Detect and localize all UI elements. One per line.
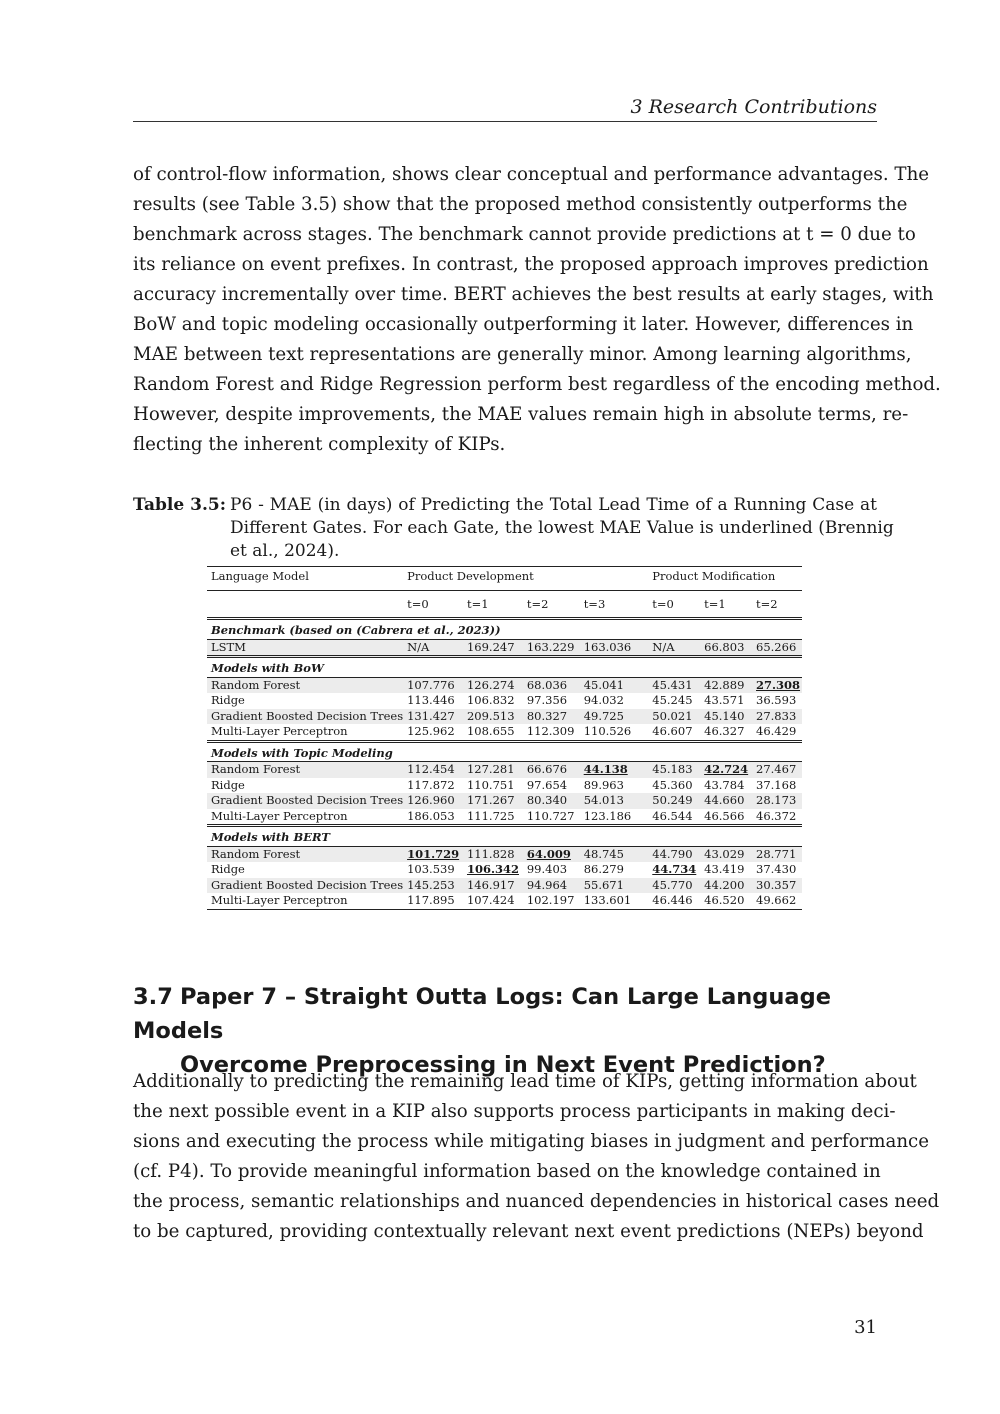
table-caption bbox=[133, 494, 894, 563]
table-cell bbox=[637, 878, 649, 894]
page-number: 31 bbox=[854, 1317, 877, 1338]
text-line: accuracy incrementally over time. BERT achieves the best results at early stages, with bbox=[133, 284, 934, 305]
table-cell: Random Forest bbox=[207, 846, 403, 862]
table-cell: 37.430 bbox=[756, 862, 797, 876]
table-cell: Gradient Boosted Decision Trees bbox=[207, 709, 403, 725]
table-cell: 103.539 bbox=[407, 862, 455, 876]
table-cell: 43.571 bbox=[704, 693, 745, 707]
intro-paragraph bbox=[133, 160, 941, 460]
table-cell: Gradient Boosted Decision Trees bbox=[207, 793, 403, 809]
table-group-row bbox=[207, 826, 802, 847]
section-title-line1: Paper 7 – Straight Outta Logs: Can Large Language Models bbox=[133, 984, 831, 1044]
table-cell: Models with BoW bbox=[207, 657, 802, 678]
text-line: its reliance on event prefixes. In contrast, the proposed approach improves prediction bbox=[133, 254, 929, 275]
table-cell: 97.654 bbox=[526, 777, 568, 792]
table-cell: 113.446 bbox=[407, 693, 455, 707]
table-cell: 163.229 bbox=[523, 639, 580, 657]
table-cell: 46.372 bbox=[756, 808, 797, 823]
table-cell: 42.889 bbox=[700, 677, 752, 693]
table-cell: 169.247 bbox=[463, 639, 523, 657]
table-cell bbox=[637, 677, 649, 693]
table-cell: 89.963 bbox=[583, 777, 624, 792]
table-cell: 44.790 bbox=[648, 846, 700, 862]
table-cell: Ridge bbox=[211, 862, 245, 876]
table-cell: 28.771 bbox=[752, 846, 802, 862]
table-cell: 44.138 bbox=[580, 762, 637, 778]
text-line: Random Forest and Ridge Regression perform best regardless of the encoding method. bbox=[133, 374, 941, 395]
table-cell: 65.266 bbox=[752, 639, 802, 657]
table-cell: 45.183 bbox=[648, 762, 700, 778]
table-cell: 45.431 bbox=[648, 677, 700, 693]
table-cell: 117.872 bbox=[407, 777, 455, 792]
table-cell: 43.419 bbox=[704, 862, 745, 876]
text-line: results (see Table 3.5) show that the proposed method consistently outperforms the bbox=[133, 194, 908, 215]
table-cell: 46.520 bbox=[700, 893, 752, 909]
table-cell: t=0 bbox=[403, 590, 463, 619]
table-cell: Multi-Layer Perceptron bbox=[211, 808, 348, 823]
table-cell: 127.281 bbox=[463, 762, 523, 778]
text-line: Different Gates. For each Gate, the lowest MAE Value is underlined (Brennig bbox=[230, 518, 894, 538]
table-cell: 27.833 bbox=[752, 709, 802, 725]
table-cell: 46.544 bbox=[652, 808, 693, 823]
table-row bbox=[207, 693, 802, 709]
table-row bbox=[207, 878, 802, 894]
table-cell: 145.253 bbox=[403, 878, 463, 894]
table-group-row bbox=[207, 657, 802, 678]
table-cell: 44.660 bbox=[700, 793, 752, 809]
table-cell: 110.727 bbox=[526, 808, 575, 823]
text-line: sions and executing the process while mitigating biases in judgment and performance bbox=[133, 1131, 929, 1152]
table-cell: t=1 bbox=[463, 590, 523, 619]
table-group-row bbox=[207, 741, 802, 762]
table-cell: 108.655 bbox=[466, 724, 515, 738]
table-cell: 94.032 bbox=[583, 693, 624, 707]
running-header: 3 Research Contributions bbox=[133, 96, 877, 122]
table-cell: 133.601 bbox=[580, 893, 637, 909]
text-line: the next possible event in a KIP also supports process participants in making deci- bbox=[133, 1101, 896, 1122]
text-line: benchmark across stages. The benchmark cannot provide predictions at t = 0 due to bbox=[133, 224, 916, 245]
table-cell: 44.734 bbox=[652, 862, 697, 876]
table-cell: Language Model bbox=[207, 567, 403, 591]
table-cell: Models with BERT bbox=[207, 826, 802, 847]
table-cell: 101.729 bbox=[403, 846, 463, 862]
table-cell: Multi-Layer Perceptron bbox=[211, 724, 348, 738]
table-row bbox=[207, 724, 802, 741]
table-row bbox=[207, 809, 802, 826]
table-cell: 68.036 bbox=[523, 677, 580, 693]
table-cell: Models with Topic Modeling bbox=[207, 741, 802, 762]
table-cell: 28.173 bbox=[752, 793, 802, 809]
table-cell: 54.013 bbox=[580, 793, 637, 809]
table-cell: 102.197 bbox=[523, 893, 580, 909]
table-row bbox=[207, 778, 802, 794]
table-cell: 30.357 bbox=[752, 878, 802, 894]
table-cell: 80.340 bbox=[523, 793, 580, 809]
table-cell bbox=[637, 762, 649, 778]
text-line: However, despite improvements, the MAE values remain high in absolute terms, re- bbox=[133, 404, 909, 425]
text-line: P6 - MAE (in days) of Predicting the Total Lead Time of a Running Case at bbox=[230, 495, 877, 515]
table-cell: 110.526 bbox=[583, 724, 632, 738]
table-cell: 106.342 bbox=[466, 862, 519, 876]
table-cell: 110.751 bbox=[466, 777, 515, 792]
table-row bbox=[207, 793, 802, 809]
section-title-line2: Overcome Preprocessing in Next Event Prediction? bbox=[180, 1052, 826, 1078]
table-cell bbox=[637, 893, 649, 909]
table-cell: 112.454 bbox=[403, 762, 463, 778]
table-cell: 171.267 bbox=[463, 793, 523, 809]
text-line: et al., 2024). bbox=[230, 541, 340, 561]
table-cell bbox=[637, 639, 649, 657]
table-cell: 112.309 bbox=[526, 724, 575, 738]
table-header-row bbox=[207, 567, 802, 591]
table-cell: 126.274 bbox=[463, 677, 523, 693]
table-cell: 43.029 bbox=[700, 846, 752, 862]
table-cell: 46.566 bbox=[704, 808, 745, 823]
table-group-row bbox=[207, 619, 802, 640]
table-cell bbox=[637, 693, 649, 709]
table-cell: 99.403 bbox=[526, 862, 568, 876]
text-line: (cf. P4). To provide meaningful information based on the knowledge contained in bbox=[133, 1161, 881, 1182]
table-cell: Random Forest bbox=[207, 762, 403, 778]
table-row bbox=[207, 677, 802, 693]
table-cell: 36.593 bbox=[756, 693, 797, 707]
table-cell: 46.327 bbox=[704, 724, 745, 738]
table-cell: 43.784 bbox=[704, 777, 745, 792]
table-cell: t=0 bbox=[648, 590, 700, 619]
table-cell bbox=[637, 809, 649, 826]
table-cell: Ridge bbox=[211, 777, 245, 792]
table-cell: 125.962 bbox=[407, 724, 455, 738]
table-cell: 27.467 bbox=[752, 762, 802, 778]
table-cell bbox=[637, 846, 649, 862]
table-cell: Product Modification bbox=[648, 567, 802, 591]
results-table bbox=[207, 566, 802, 910]
table-cell: 163.036 bbox=[580, 639, 637, 657]
table-cell: 45.140 bbox=[700, 709, 752, 725]
table-cell: 97.356 bbox=[526, 693, 568, 707]
table-cell: 45.245 bbox=[652, 693, 693, 707]
table-cell: 146.917 bbox=[463, 878, 523, 894]
table-cell bbox=[637, 862, 649, 878]
text-line: MAE between text representations are generally minor. Among learning algorithms, bbox=[133, 344, 912, 365]
table-cell: t=3 bbox=[580, 590, 637, 619]
table-cell bbox=[637, 778, 649, 794]
table-cell: t=2 bbox=[523, 590, 580, 619]
table-cell: 49.725 bbox=[580, 709, 637, 725]
table-cell bbox=[637, 724, 649, 741]
table-cell: 42.724 bbox=[700, 762, 752, 778]
table-cell: 131.427 bbox=[403, 709, 463, 725]
table-cell: 48.745 bbox=[580, 846, 637, 862]
table-header-row bbox=[207, 590, 802, 619]
table-cell: 44.200 bbox=[700, 878, 752, 894]
table-cell: 123.186 bbox=[583, 808, 632, 823]
table-cell bbox=[637, 793, 649, 809]
table-cell: 45.041 bbox=[580, 677, 637, 693]
table-cell: 50.021 bbox=[648, 709, 700, 725]
table-row bbox=[207, 639, 802, 657]
table-cell: 94.964 bbox=[523, 878, 580, 894]
table-cell: Random Forest bbox=[207, 677, 403, 693]
caption-label: Table 3.5: bbox=[133, 495, 226, 515]
table-cell: 111.725 bbox=[466, 808, 515, 823]
table-cell: 55.671 bbox=[580, 878, 637, 894]
table-row bbox=[207, 893, 802, 909]
table-cell: Benchmark (based on (Cabrera et al., 2023)) bbox=[207, 619, 802, 640]
table-cell: N/A bbox=[403, 639, 463, 657]
table-cell: 106.832 bbox=[466, 693, 515, 707]
caption-text bbox=[230, 494, 894, 563]
table-cell: 111.828 bbox=[463, 846, 523, 862]
table-cell: t=1 bbox=[700, 590, 752, 619]
table-cell: 66.676 bbox=[523, 762, 580, 778]
section-number: 3.7 bbox=[133, 984, 173, 1010]
table-cell: t=2 bbox=[752, 590, 802, 619]
table-cell: 37.168 bbox=[756, 777, 797, 792]
text-line: BoW and topic modeling occasionally outperforming it later. However, differences in bbox=[133, 314, 914, 335]
table-cell: 66.803 bbox=[700, 639, 752, 657]
text-line: the process, semantic relationships and nuanced dependencies in historical cases need bbox=[133, 1191, 940, 1212]
table-row bbox=[207, 762, 802, 778]
table-cell bbox=[207, 590, 403, 619]
table-cell: 107.776 bbox=[403, 677, 463, 693]
table-cell: 80.327 bbox=[523, 709, 580, 725]
table-cell: Multi-Layer Perceptron bbox=[207, 893, 403, 909]
table-row bbox=[207, 846, 802, 862]
text-line: Additionally to predicting the remaining lead time of KIPs, getting information about bbox=[133, 1071, 917, 1092]
table-cell: 27.308 bbox=[752, 677, 802, 693]
table-cell: 45.770 bbox=[648, 878, 700, 894]
table-cell: 49.662 bbox=[752, 893, 802, 909]
table-cell: N/A bbox=[648, 639, 700, 657]
table-cell bbox=[637, 590, 649, 619]
table-cell: 46.607 bbox=[652, 724, 693, 738]
table-cell: 209.513 bbox=[463, 709, 523, 725]
table-cell: 107.424 bbox=[463, 893, 523, 909]
table-cell: 46.429 bbox=[756, 724, 797, 738]
text-line: of control-flow information, shows clear conceptual and performance advantages. The bbox=[133, 164, 930, 185]
body-paragraph bbox=[133, 1067, 940, 1247]
table-cell: 86.279 bbox=[583, 862, 624, 876]
table-cell: 117.895 bbox=[403, 893, 463, 909]
table-cell: 186.053 bbox=[407, 808, 455, 823]
table-cell: Ridge bbox=[211, 693, 245, 707]
table-cell: 46.446 bbox=[648, 893, 700, 909]
table-cell bbox=[637, 709, 649, 725]
table-row bbox=[207, 709, 802, 725]
table-cell bbox=[637, 567, 649, 591]
table-cell: 45.360 bbox=[652, 777, 693, 792]
table-row bbox=[207, 862, 802, 878]
text-line: to be captured, providing contextually relevant next event predictions (NEPs) beyond bbox=[133, 1221, 924, 1242]
text-line: flecting the inherent complexity of KIPs. bbox=[133, 434, 506, 455]
table-cell: 50.249 bbox=[648, 793, 700, 809]
table-cell: 64.009 bbox=[523, 846, 580, 862]
table-cell: Product Development bbox=[403, 567, 636, 591]
table-cell: Gradient Boosted Decision Trees bbox=[207, 878, 403, 894]
table-cell: LSTM bbox=[207, 639, 403, 657]
table-cell: 126.960 bbox=[403, 793, 463, 809]
